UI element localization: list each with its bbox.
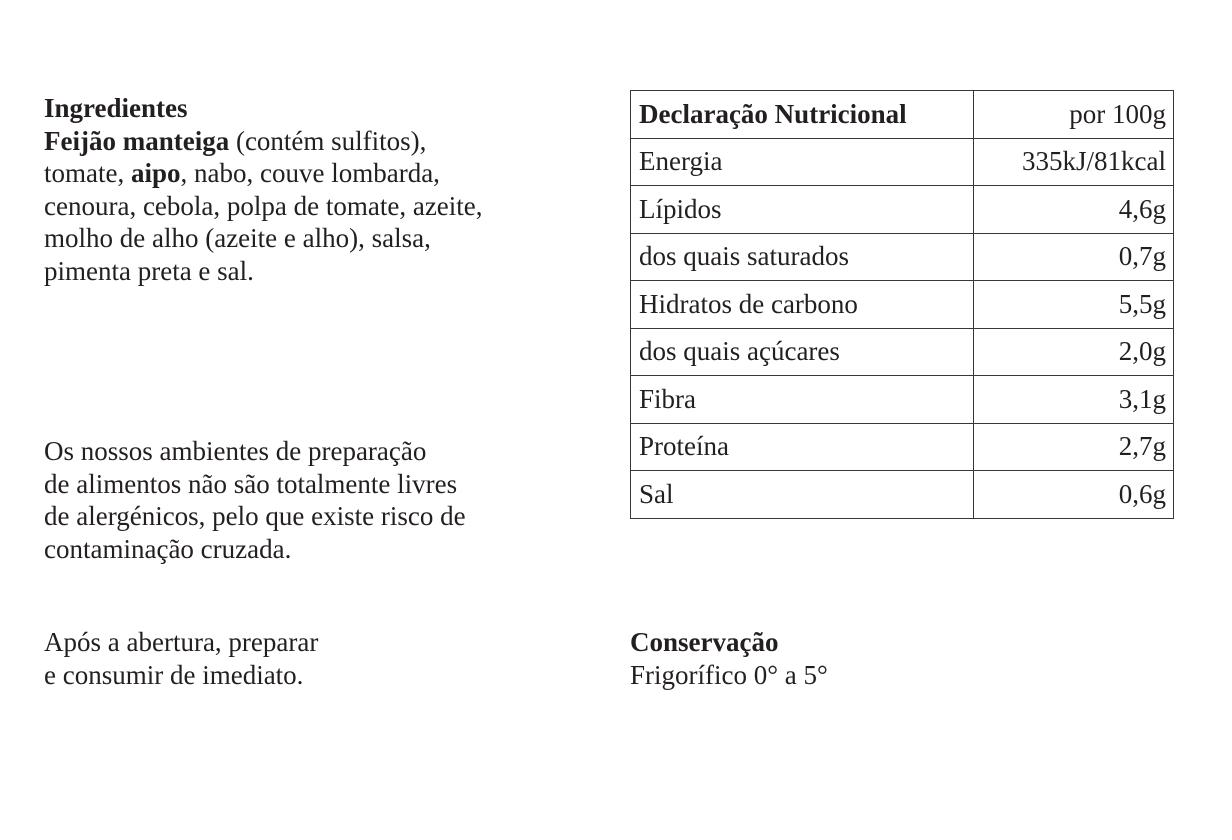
nutrient-label: Proteína xyxy=(631,423,974,471)
nutrition-row-carbohydrates xyxy=(631,281,1174,329)
ingredients-line: molho de alho (azeite e alho), salsa, xyxy=(44,223,431,253)
ingredients-line xyxy=(44,125,604,158)
allergen-warning-line: de alergénicos, pelo que existe risco de xyxy=(44,501,466,531)
allergen-celery: aipo xyxy=(130,158,181,188)
nutrient-label: Lípidos xyxy=(631,186,974,234)
nutrient-label: Sal xyxy=(631,471,974,519)
nutrition-header-label: Declaração Nutricional xyxy=(631,91,974,139)
ingredients-title: Ingredientes xyxy=(44,93,188,123)
nutrient-label: Fibra xyxy=(631,376,974,424)
nutrition-row-energy xyxy=(631,138,1174,186)
nutrient-value: 335kJ/81kcal xyxy=(974,138,1174,186)
allergen-warning xyxy=(44,435,604,565)
allergen-warning-line: de alimentos não são totalmente livres xyxy=(44,468,458,499)
nutrient-value: 4,6g xyxy=(974,186,1174,234)
allergen-warning-line: Os nossos ambientes de preparação xyxy=(44,436,427,466)
nutrient-label: dos quais saturados xyxy=(631,233,974,281)
conservation-text: Frigorífico 0° a 5° xyxy=(630,659,828,690)
nutrient-value: 2,7g xyxy=(974,423,1174,471)
opening-note-line: e consumir de imediato. xyxy=(44,659,304,690)
conservation-title: Conservação xyxy=(630,627,779,657)
allergen-warning-line: contaminação cruzada. xyxy=(44,533,292,564)
ingredients-text: (contém sulfitos), xyxy=(229,125,427,156)
nutrition-row-salt xyxy=(631,471,1174,519)
ingredients-line: cenoura, cebola, polpa de tomate, azeite, xyxy=(44,190,483,221)
nutrition-row-saturated xyxy=(631,233,1174,281)
nutrition-table xyxy=(630,90,1174,519)
nutrition-row-fat xyxy=(631,186,1174,234)
nutrition-header-value: por 100g xyxy=(974,91,1174,139)
opening-note xyxy=(44,626,604,691)
nutrient-value: 2,0g xyxy=(974,328,1174,376)
nutrient-value: 5,5g xyxy=(974,281,1174,329)
nutrient-label: dos quais açúcares xyxy=(631,328,974,376)
nutrition-row-sugars xyxy=(631,328,1174,376)
ingredients-line xyxy=(44,157,604,190)
ingredients-section xyxy=(44,92,604,287)
ingredients-line: pimenta preta e sal. xyxy=(44,255,254,286)
nutrient-value: 0,6g xyxy=(974,471,1174,519)
nutrient-value: 3,1g xyxy=(974,376,1174,424)
ingredients-text: , nabo, couve lombarda, xyxy=(180,158,440,188)
nutrition-header-row xyxy=(631,91,1174,139)
nutrient-value: 0,7g xyxy=(974,233,1174,281)
opening-note-line: Após a abertura, preparar xyxy=(44,627,319,657)
nutrition-row-fibre xyxy=(631,376,1174,424)
ingredients-text: tomate, xyxy=(44,158,131,188)
conservation-section xyxy=(630,626,828,691)
allergen-butter-beans: Feijão manteiga xyxy=(44,125,230,156)
nutrient-label: Energia xyxy=(631,138,974,186)
nutrition-row-protein xyxy=(631,423,1174,471)
nutrient-label: Hidratos de carbono xyxy=(631,281,974,329)
